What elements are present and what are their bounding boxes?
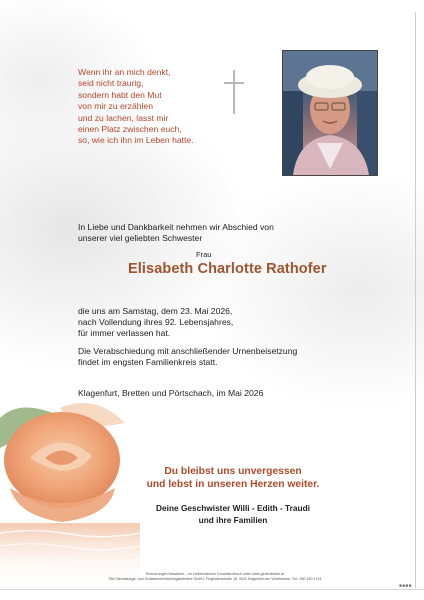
footer-line: PAX Bestattungs- und Grabsteinherstellungsbetriebe GmbH, Flughafenstraße 16, 9020 Klagenfurt am Wörthersee, Tel.: 050 150 4744: [108, 577, 322, 581]
poem-line: so, wie ich ihn im Leben hatte.: [78, 135, 194, 146]
farewell-line: findet im engsten Familienkreis statt.: [78, 357, 218, 367]
portrait-photo: [282, 50, 378, 176]
intro-text: [78, 222, 274, 244]
intro-line: unserer viel geliebten Schwester: [78, 233, 203, 243]
poem-line: von mir zu erzählen: [78, 101, 153, 112]
frame-bottom-line: [0, 589, 424, 590]
title-prefix: Frau: [196, 250, 212, 259]
deceased-name: Elisabeth Charlotte Rathofer: [128, 261, 327, 277]
poem-line: einen Platz zwischen euch,: [78, 124, 182, 135]
poem: [78, 67, 194, 147]
portrait-illustration: [283, 51, 377, 175]
death-notice-line: die uns am Samstag, dem 23. Mai 2026,: [78, 306, 233, 316]
family-signature: [128, 502, 338, 526]
farewell-line: Die Verabschiedung mit anschließender Urnenbeisetzung: [78, 346, 298, 356]
death-notice-line: nach Vollendung ihres 92. Lebensjahres,: [78, 317, 234, 327]
closing-message: [128, 465, 338, 491]
family-line: und ihre Familien: [198, 515, 268, 525]
poem-line: Wenn ihr an mich denkt,: [78, 67, 171, 77]
farewell-info: [78, 346, 297, 368]
footer-info: [100, 572, 330, 582]
footer-line: Erinnerungen bewahren – im elektronischen Kondolenzbuch unter www.gedenkseite.at: [145, 572, 285, 576]
death-notice: [78, 306, 233, 339]
rose-illustration: [0, 388, 140, 588]
cross-icon: [222, 70, 246, 114]
closing-line: und lebst in unseren Herzen weiter.: [146, 479, 320, 490]
place-date-line: Klagenfurt, Bretten und Pörtschach, im Mai 2026: [78, 388, 264, 398]
death-notice-line: für immer verlassen hat.: [78, 328, 171, 338]
poem-line: und zu lachen, lasst mir: [78, 112, 169, 123]
closing-line: Du bleibst uns unvergessen: [164, 466, 302, 477]
frame-right-line: [415, 12, 416, 588]
family-line: Deine Geschwister Willi - Edith - Traudi: [156, 503, 310, 513]
poem-line: seid nicht traurig,: [78, 78, 144, 89]
poem-line: sondern habt den Mut: [78, 89, 162, 100]
provider-logo: ■■■■: [399, 583, 412, 588]
intro-line: In Liebe und Dankbarkeit nehmen wir Abschied von: [78, 222, 274, 232]
